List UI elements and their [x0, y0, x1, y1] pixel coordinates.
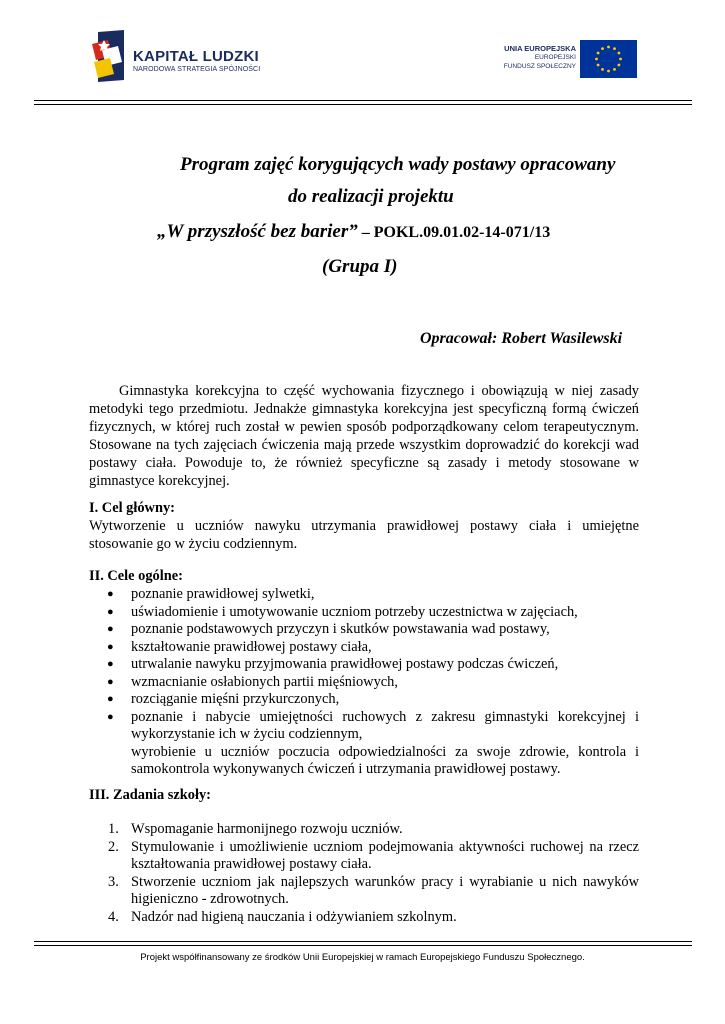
list-item: ● utrwalanie nawyku przyjmowania prawidłowej postawy podczas ćwiczeń, [107, 656, 559, 672]
section2-heading: II. Cele ogólne: [89, 568, 183, 584]
title-line-3 [157, 221, 550, 243]
eu-line3: FUNDUSZ SPOŁECZNY [503, 63, 576, 70]
project-name: „W przyszłość bez barier” [157, 221, 358, 242]
list-item-continuation: wyrobienie u uczniów poczucia odpowiedzialności za swoje zdrowie, kontrola i samokontrola wykonywanych ćwiczeń i utrzymania prawidłowej postawy. [131, 743, 639, 777]
section1-text: Wytworzenie u uczniów nawyku utrzymania prawidłowej postawy ciała i umiejętne stosowanie go w życiu codziennym. [89, 518, 639, 552]
list-item: 2. Stymulowanie i umożliwienie uczniom podejmowania aktywności ruchowej na rzecz kształtowania prawidłowej postawy ciała. [108, 838, 639, 872]
list-item: 4. Nadzór nad higieną nauczania i odżywianiem szkolnym. [108, 908, 457, 925]
goals-list [89, 586, 639, 779]
kapital-ludzki-emblem-icon [90, 30, 130, 82]
eu-line2: EUROPEJSKI [534, 54, 576, 61]
author: Opracował: Robert Wasilewski [420, 330, 623, 347]
title-line-4: (Grupa I) [322, 256, 398, 277]
list-item: ● rozciąganie mięśni przykurczonych, [107, 691, 340, 707]
kapital-ludzki-logo [90, 30, 130, 87]
tasks-list [89, 821, 639, 926]
list-item: ● poznanie i nabycie umiejętności ruchowych z zakresu gimnastyki korekcyjnej i wykorzystanie ich w życiu codziennym, [107, 708, 639, 742]
eu-logo-text [480, 44, 576, 71]
list-item: ● poznanie prawidłowej sylwetki, [107, 586, 315, 602]
list-item: 1. Wspomaganie harmonijnego rozwoju uczniów. [108, 821, 403, 837]
header-divider [34, 100, 692, 105]
list-item: ● kształtowanie prawidłowej postawy ciała, [107, 638, 372, 655]
section1-heading: I. Cel główny: [89, 500, 175, 516]
eu-line1: UNIA EUROPEJSKA [504, 44, 576, 53]
project-code: – POKL.09.01.02-14-071/13 [357, 224, 551, 241]
section3-heading: III. Zadania szkoły: [89, 787, 211, 803]
eu-flag-icon [580, 40, 637, 78]
title-line-1: Program zajęć korygujących wady postawy opracowany [180, 154, 616, 175]
intro-paragraph [89, 382, 639, 490]
list-item: ● wzmacnianie osłabionych partii mięśniowych, [107, 673, 398, 690]
list-item: ● uświadomienie i umotywowanie uczniom potrzeby uczestnictwa w zajęciach, [107, 603, 578, 620]
kapital-ludzki-subtitle: NARODOWA STRATEGIA SPÓJNOŚCI [133, 66, 261, 73]
list-item: ● poznanie podstawowych przyczyn i skutków powstawania wad postawy, [107, 621, 550, 637]
footer-text: Projekt współfinansowany ze środków Unii Europejskiej w ramach Europejskiego Funduszu Społecznego. [140, 952, 585, 963]
intro-text: Gimnastyka korekcyjna to część wychowania fizycznego i obowiązują w niej zasady metodyki tego przedmiotu. Jednakże gimnastyka korekcyjna jest specyficzną formą ćwiczeń fizycznych, w której ruch został w pewien sposób podporządkowany celom terapeutycznym. Stosowane na tych zajęciach ćwiczenia mają przede wszystkim doprowadzić do korekcji wad postawy ciała. Powoduje to, że również specyficzne są zasady i metody stosowane w gimnastyce korekcyjnej. [89, 383, 639, 489]
title-line-2: do realizacji projektu [288, 186, 454, 207]
kapital-ludzki-title: KAPITAŁ LUDZKI [133, 48, 259, 65]
list-item: 3. Stworzenie uczniom jak najlepszych warunków pracy i wyrabianie u nich nawyków higieniczno - zdrowotnych. [108, 873, 639, 907]
footer-divider [34, 941, 692, 946]
